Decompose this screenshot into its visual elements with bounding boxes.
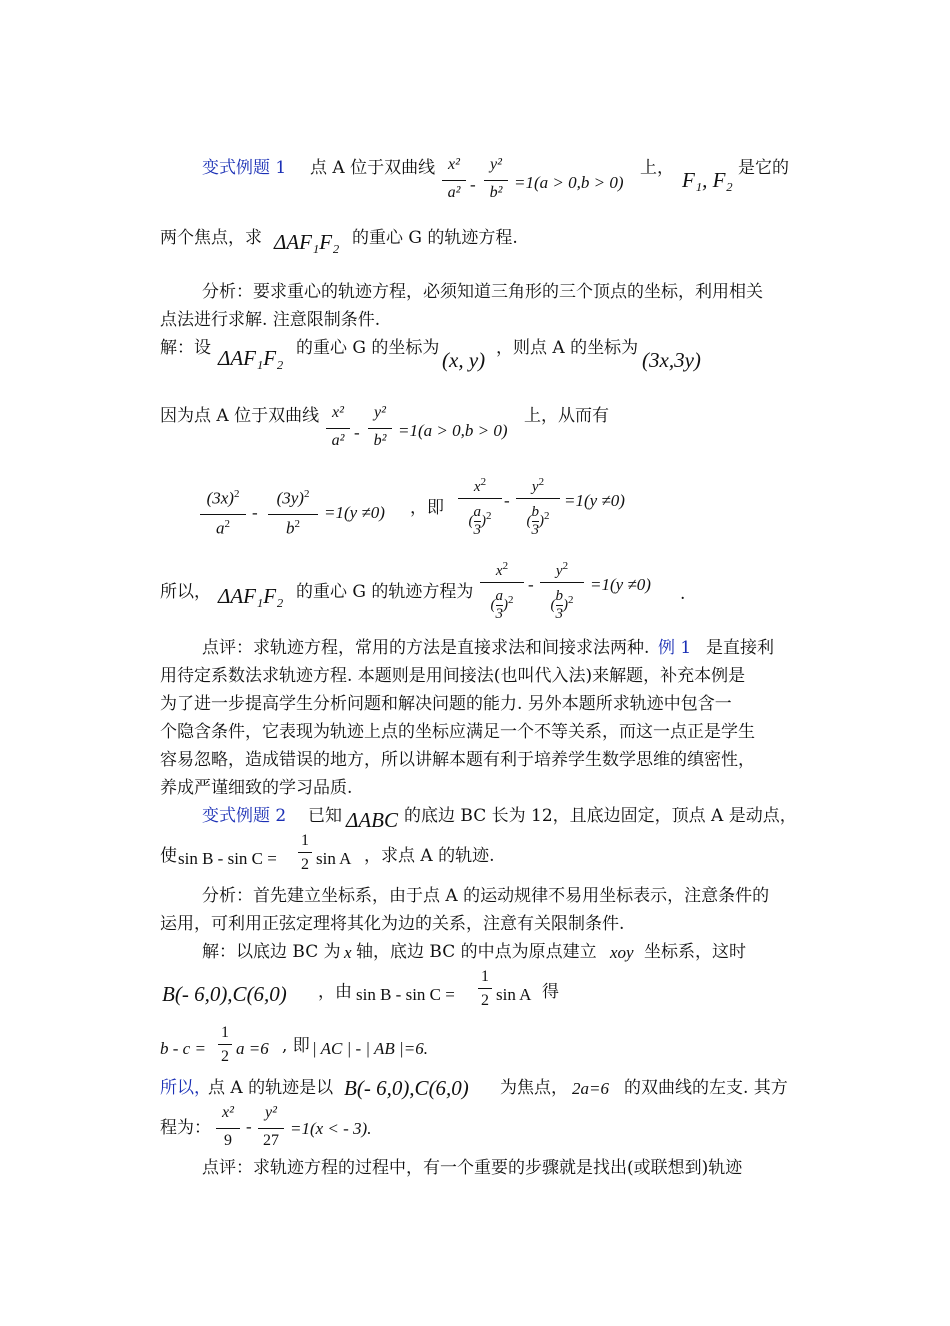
triangle-abc: ΔABC: [346, 808, 398, 832]
text-fragment: 所以，: [160, 582, 211, 602]
sine-expression: sin B - sin C =: [178, 849, 277, 868]
coordinate-a: (3x,3y): [642, 348, 701, 372]
equation-condition: =1(y ≠0): [564, 491, 625, 510]
compound-fraction-x: $x^2$ ( $\frac{a}{3}$ )$^2$: [458, 476, 502, 550]
text-fragment: 轴，底边 BC 的中点为原点建立: [356, 942, 597, 962]
variable-x: x: [344, 943, 352, 962]
text-fragment: ，求点 A 的轨迹.: [364, 846, 495, 866]
text-fragment: 坐标系，这时: [644, 942, 746, 962]
example-2-title: 变式例题 2: [202, 806, 287, 826]
text-fragment: 得: [542, 982, 559, 1002]
hyperbola-fraction-y: y² b²: [484, 156, 508, 210]
comment-1-line-1: 点评：求轨迹方程，常用的方法是直接求法和间接求法两种.: [202, 638, 650, 658]
analysis-2-line-2: 运用，可利用正弦定理将其化为边的关系，注意有关限制条件.: [160, 914, 625, 934]
foci-points: F₁, F₂: [682, 168, 733, 192]
text-fragment: , 即: [282, 1036, 310, 1056]
analysis-1-line-1: 分析：要求重心的轨迹方程，必须知道三角形的三个顶点的坐标，利用相关: [202, 282, 763, 302]
text-fragment: .: [680, 584, 686, 604]
equation-a6: a =6: [236, 1039, 269, 1058]
text-fragment: 为焦点，: [500, 1078, 568, 1098]
text-fragment: 的重心 G 的轨迹方程.: [352, 228, 518, 248]
hyperbola-fraction-x: x² a²: [442, 156, 466, 210]
equation-2a: 2a=6: [572, 1079, 609, 1098]
variable-xoy: xoy: [610, 943, 634, 962]
example-1-title: 变式例题 1: [202, 158, 287, 178]
minus-sign: -: [252, 503, 258, 522]
text-fragment: 上，从而有: [524, 406, 609, 426]
analysis-2-line-1: 分析：首先建立坐标系，由于点 A 的运动规律不易用坐标表示，注意条件的: [202, 886, 770, 906]
comment-1-line-3: 为了进一步提高学生分析问题和解决问题的能力. 另外本题所求轨迹中包含一: [160, 694, 732, 714]
points-bc: B(- 6,0),C(6,0): [344, 1076, 469, 1100]
text-fragment: 上，: [640, 158, 674, 178]
half-fraction: 1 2: [218, 1024, 232, 1072]
equation-abs: | AC | - | AB |=6.: [312, 1039, 428, 1058]
fraction-x2-9: x² 9: [216, 1104, 240, 1154]
text-fragment: 的底边 BC 长为 12，且底边固定，顶点 A 是动点，: [404, 806, 797, 826]
hyperbola-fraction-x: x² a²: [326, 404, 350, 458]
hyperbola-rhs: =1(a > 0,b > 0): [514, 173, 624, 192]
text-fragment: 解：以底边 BC 为: [202, 942, 341, 962]
half-fraction: 1 2: [298, 832, 312, 880]
compound-fraction-y: $y^2$ ( $\frac{b}{3}$ )$^2$: [540, 560, 584, 634]
minus-sign: -: [470, 175, 476, 194]
text-fragment: 程为：: [160, 1118, 211, 1138]
comment-1-line-6: 养成严谨细致的学习品质.: [160, 778, 353, 798]
text-fragment: 点 A 的轨迹是以: [208, 1078, 334, 1098]
fraction-3x-squared: $(3x)^2$ $a^2$: [200, 488, 246, 542]
coordinate-g: (x, y): [442, 348, 486, 372]
comment-2-line-1: 点评：求轨迹方程的过程中，有一个重要的步骤就是找出(或联想到)轨迹: [202, 1158, 743, 1178]
text-fragment: 的重心 G 的坐标为: [296, 338, 440, 358]
fraction-3y-squared: $(3y)^2$ $b^2$: [268, 488, 318, 542]
text-fragment: 两个焦点，求: [160, 228, 262, 248]
text-fragment: 的重心 G 的轨迹方程为: [296, 582, 474, 602]
equation-condition: =1(y ≠0): [324, 503, 385, 522]
sine-a: sin A: [496, 985, 532, 1004]
text-fragment: 的双曲线的左支. 其方: [624, 1078, 788, 1098]
text-fragment: 因为点 A 位于双曲线: [160, 406, 320, 426]
hyperbola-fraction-y: y² b²: [368, 404, 392, 458]
text-fragment: 使: [160, 846, 177, 866]
hyperbola-rhs: =1(a > 0,b > 0): [398, 421, 508, 440]
text-fragment: 解：设: [160, 338, 211, 358]
so-label: 所以，: [160, 1078, 211, 1098]
text-fragment: ，由: [318, 982, 352, 1002]
comment-1-line-5: 容易忽略，造成错误的地方，所以讲解本题有利于培养学生数学思维的缜密性，: [160, 750, 755, 770]
triangle-af1f2: ΔAF₁F₂: [218, 584, 284, 608]
text-fragment: 已知: [308, 806, 342, 826]
triangle-af1f2: ΔAF₁F₂: [274, 230, 340, 254]
minus-sign: -: [528, 575, 534, 594]
triangle-af1f2: ΔAF₁F₂: [218, 346, 284, 370]
text-fragment: ，即: [410, 498, 444, 518]
minus-sign: -: [354, 423, 360, 442]
compound-fraction-y: $y^2$ ( $\frac{b}{3}$ )$^2$: [516, 476, 560, 550]
example-1-text: 点 A 位于双曲线: [310, 158, 436, 178]
text-fragment: 是直接利: [706, 638, 774, 658]
half-fraction: 1 2: [478, 968, 492, 1016]
equation-condition: =1(y ≠0): [590, 575, 651, 594]
fraction-y2-27: y² 27: [258, 1104, 284, 1154]
equation-b-minus-c: b - c =: [160, 1039, 206, 1058]
comment-1-line-4: 个隐含条件，它表现为轨迹上点的坐标应满足一个不等关系，而这一点正是学生: [160, 722, 755, 742]
comment-1-line-2: 用待定系数法求轨迹方程. 本题则是用间接法(也叫代入法)来解题，补充本例是: [160, 666, 746, 686]
equation-rhs: =1(x < - 3).: [290, 1119, 372, 1138]
compound-fraction-x: $x^2$ ( $\frac{a}{3}$ )$^2$: [480, 560, 524, 634]
minus-sign: -: [246, 1117, 252, 1136]
example-1-link[interactable]: 例 1: [658, 638, 692, 658]
sine-expression: sin B - sin C =: [356, 985, 455, 1004]
sine-a: sin A: [316, 849, 352, 868]
points-bc: B(- 6,0),C(6,0): [162, 982, 287, 1006]
text-fragment: ，则点 A 的坐标为: [496, 338, 639, 358]
minus-sign: -: [504, 491, 510, 510]
analysis-1-line-2: 点法进行求解. 注意限制条件.: [160, 310, 381, 330]
text-fragment: 是它的: [738, 158, 789, 178]
